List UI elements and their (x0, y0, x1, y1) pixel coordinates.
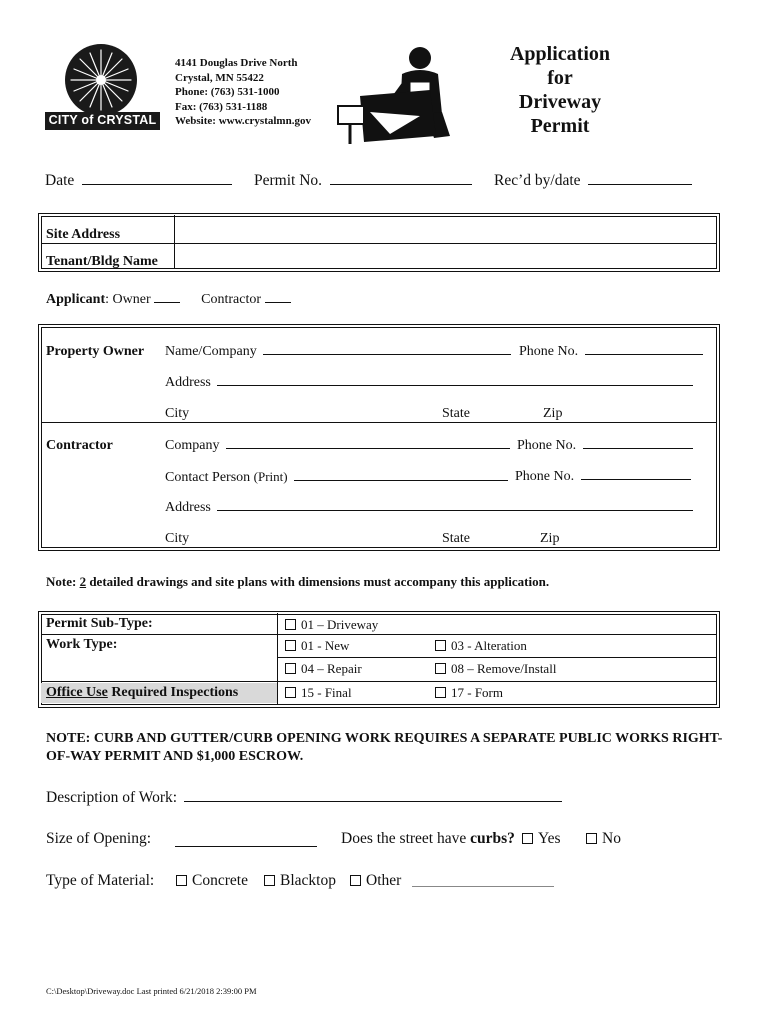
worker-illustration (330, 44, 460, 154)
received-by-label: Rec’d by/date (494, 172, 581, 189)
contractor-phone-blank[interactable] (583, 448, 693, 449)
worktype-new-option[interactable] (285, 638, 349, 654)
footer-file-path: C:\Desktop\Driveway.doc Last printed 6/21/2018 2:39:00 PM (46, 986, 257, 996)
alteration-option-label: 03 - Alteration (451, 638, 527, 653)
owner-zip-label: Zip (543, 406, 563, 421)
permit-number-label: Permit No. (254, 172, 323, 189)
owner-phone-blank[interactable] (585, 354, 703, 355)
blacktop-checkbox[interactable] (264, 875, 275, 886)
worktype-remove-option[interactable] (435, 661, 556, 677)
logo-text: CITY of CRYSTAL (48, 113, 157, 127)
material-blacktop-option[interactable] (264, 872, 336, 890)
phone-line: Phone: (763) 531-1000 (175, 86, 280, 98)
curbs-word: curbs? (470, 830, 515, 847)
date-label: Date (45, 172, 75, 189)
title-line-4: Permit (530, 115, 590, 137)
final-checkbox[interactable] (285, 687, 296, 698)
city-logo (45, 42, 160, 132)
curb-note: NOTE: CURB AND GUTTER/CURB OPENING WORK REQUIRES A SEPARATE PUBLIC WORKS RIGHT-OF-WAY PERMIT AND $1,000 ESCROW. (46, 731, 723, 764)
new-option-label: 01 - New (301, 638, 350, 653)
permit-number-blank[interactable] (330, 184, 472, 185)
form-option-label: 17 - Form (451, 685, 503, 700)
contact-phone-blank[interactable] (581, 479, 691, 480)
owner-name-blank[interactable] (263, 354, 511, 355)
size-of-opening-label: Size of Opening: (46, 830, 152, 847)
contractor-phone-field[interactable] (517, 438, 693, 454)
applicant-contractor-blank[interactable] (265, 302, 291, 303)
drawings-note (46, 574, 549, 590)
permit-number-field[interactable] (254, 172, 472, 190)
contractor-company-blank[interactable] (226, 448, 510, 449)
site-address-input[interactable] (178, 217, 714, 241)
permit-table-rule-1 (41, 634, 716, 635)
applicant-owner-label: Owner (112, 292, 151, 307)
contact-person-label: Contact Person (165, 470, 251, 485)
drawings-note-text: detailed drawings and site plans with dimensions must accompany this application. (86, 574, 550, 589)
permit-table-rule-3 (41, 681, 716, 682)
remove-install-checkbox[interactable] (435, 663, 446, 674)
blacktop-label: Blacktop (280, 872, 336, 889)
permit-subtype-label: Permit Sub-Type: (46, 616, 153, 631)
owner-phone-field[interactable] (519, 344, 703, 360)
tenant-input[interactable] (178, 246, 714, 268)
address-line-1: 4141 Douglas Drive North (175, 57, 298, 69)
final-option-label: 15 - Final (301, 685, 352, 700)
repair-option-label: 04 – Repair (301, 661, 362, 676)
site-table-row-rule (41, 243, 716, 244)
owner-address-blank[interactable] (217, 385, 693, 386)
other-material-blank[interactable] (412, 874, 554, 887)
curbs-no-checkbox[interactable] (586, 833, 597, 844)
contractor-company-label: Company (165, 438, 220, 453)
contractor-phone-label: Phone No. (517, 438, 577, 453)
owner-city-label: City (165, 406, 190, 421)
curbs-yes-checkbox[interactable] (522, 833, 533, 844)
concrete-checkbox[interactable] (176, 875, 187, 886)
size-of-opening-blank[interactable] (175, 832, 317, 847)
drawings-note-count: 2 (79, 574, 87, 589)
owner-state-label: State (442, 406, 470, 421)
office-use-label (46, 685, 238, 701)
required-inspections-text: Required Inspections (107, 685, 239, 700)
worktype-repair-option[interactable] (285, 661, 362, 677)
description-label: Description of Work: (46, 789, 178, 806)
contact-person-field[interactable] (165, 469, 508, 486)
work-type-label: Work Type: (46, 637, 118, 652)
contractor-city-label: City (165, 531, 190, 546)
contact-phone-field[interactable] (515, 469, 691, 485)
contractor-zip-label: Zip (540, 531, 560, 546)
fax-line: Fax: (763) 531-1188 (175, 100, 268, 113)
site-address-label: Site Address (46, 227, 121, 242)
other-label: Other (366, 872, 402, 889)
contractor-state-label: State (442, 531, 470, 546)
new-checkbox[interactable] (285, 640, 296, 651)
curbs-question (341, 830, 515, 848)
other-checkbox[interactable] (350, 875, 361, 886)
date-field[interactable] (45, 172, 232, 190)
owner-name-field[interactable] (165, 344, 511, 360)
drawings-note-prefix: Note: (46, 574, 80, 589)
received-by-blank[interactable] (588, 184, 692, 185)
applicant-label: Applicant (46, 292, 106, 307)
driveway-option-label: 01 – Driveway (301, 617, 379, 632)
inspection-final-option[interactable] (285, 685, 352, 701)
contact-person-blank[interactable] (294, 480, 508, 481)
permit-table-rule-2 (278, 657, 716, 658)
description-blank[interactable] (184, 801, 562, 802)
site-table-divider (174, 215, 175, 269)
curbs-yes-option[interactable] (522, 830, 561, 848)
city-address-block (175, 56, 311, 129)
material-other-option[interactable] (350, 872, 401, 890)
owner-contractor-divider (41, 422, 716, 423)
permit-table-divider (277, 613, 278, 705)
owner-name-label: Name/Company (165, 344, 257, 359)
owner-phone-label: Phone No. (519, 344, 579, 359)
curbs-no-label: No (602, 830, 621, 847)
website-line: Website: www.crystalmn.gov (175, 115, 311, 127)
property-owner-heading: Property Owner (46, 344, 145, 359)
form-title (490, 42, 630, 138)
description-field[interactable] (46, 789, 562, 807)
applicant-contractor-label: Contractor (201, 292, 261, 307)
material-concrete-option[interactable] (176, 872, 248, 890)
title-line-3: Driveway (518, 91, 602, 113)
alteration-checkbox[interactable] (435, 640, 446, 651)
contractor-heading: Contractor (46, 438, 113, 453)
subtype-driveway-option[interactable] (285, 617, 378, 633)
inspection-form-option[interactable] (435, 685, 503, 701)
applicant-row: Applicant: Owner Contractor (46, 292, 291, 308)
title-line-1: Application (509, 43, 611, 65)
worker-icon (330, 44, 460, 154)
title-line-2: for (547, 67, 573, 89)
contractor-address-label: Address (165, 500, 211, 515)
material-label: Type of Material: (46, 872, 155, 889)
applicant-owner-blank[interactable] (154, 302, 180, 303)
owner-city-input[interactable] (195, 402, 435, 420)
contact-phone-label: Phone No. (515, 469, 575, 484)
curbs-yes-label: Yes (538, 830, 561, 847)
contractor-address-field[interactable] (165, 500, 693, 516)
received-by-field[interactable] (494, 172, 692, 190)
worktype-alteration-option[interactable] (435, 638, 527, 654)
remove-install-option-label: 08 – Remove/Install (451, 661, 557, 676)
owner-address-label: Address (165, 375, 211, 390)
driveway-checkbox[interactable] (285, 619, 296, 630)
address-line-2: Crystal, MN 55422 (175, 71, 264, 84)
concrete-label: Concrete (192, 872, 248, 889)
repair-checkbox[interactable] (285, 663, 296, 674)
curbs-question-text: Does the street have (341, 830, 471, 847)
office-use-text: Office Use (46, 685, 108, 700)
curbs-no-option[interactable] (586, 830, 621, 848)
contractor-company-field[interactable] (165, 438, 510, 454)
form-checkbox[interactable] (435, 687, 446, 698)
contractor-address-blank[interactable] (217, 510, 693, 511)
tenant-label: Tenant/Bldg Name (46, 254, 158, 269)
owner-address-field[interactable] (165, 375, 693, 391)
date-blank[interactable] (82, 184, 232, 185)
contact-person-print-hint: (Print) (253, 469, 288, 484)
